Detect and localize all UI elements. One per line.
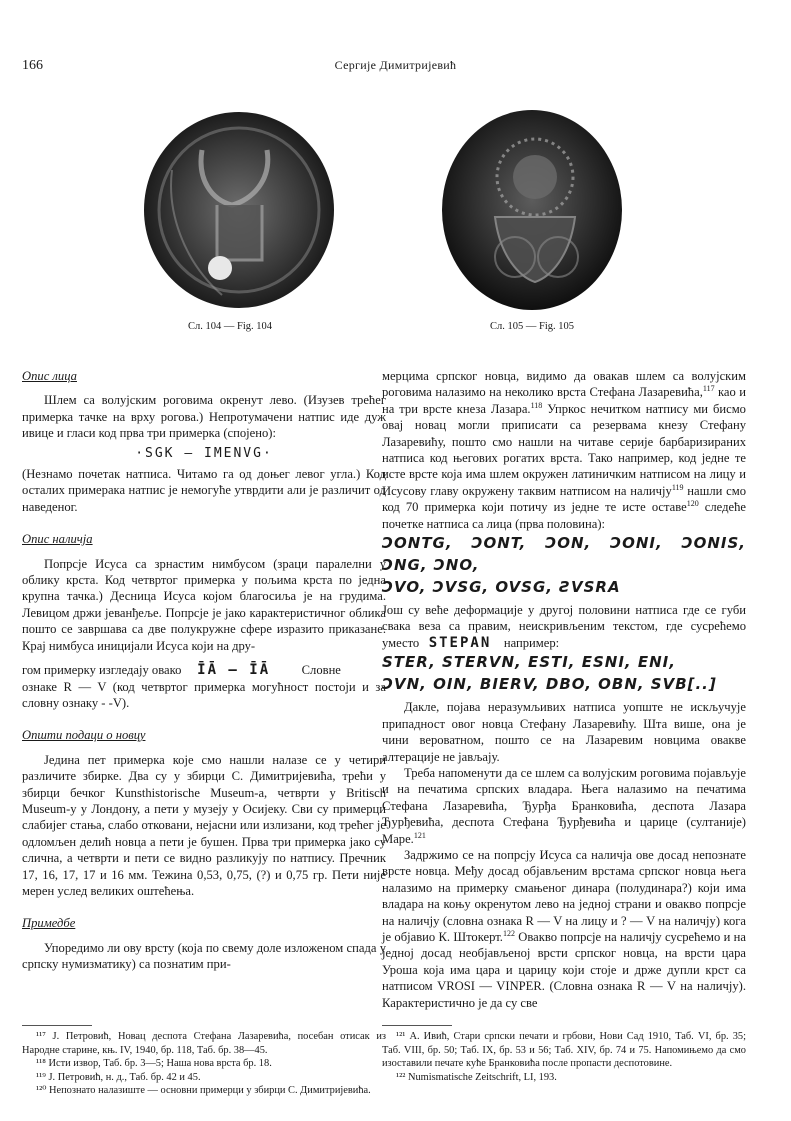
- paragraph-reverse-end: ознаке R — V (код четвртог примерка могућност постоји и за словну ознаку - -V).: [22, 679, 386, 710]
- glyph-line-lead: гом примерку изгледају овако: [22, 663, 182, 678]
- left-column: [22, 368, 386, 973]
- footnote-ref-121[interactable]: 121: [413, 830, 426, 840]
- footnote-ref-117[interactable]: 117: [702, 384, 715, 394]
- text-segment: например:: [503, 635, 560, 650]
- footnote-121: ¹²¹ А. Ивић, Стари српски печати и грбови, Нови Сад 1910, Таб. VI, бр. 35; Таб. VIII, бр. 50; Таб. IX, бр. 53 и 56; Таб. XIV, бр. 74 и 75. Напомињемо да смо изоставили печате куће Бранковића после пропасти деспотовине.: [382, 1031, 746, 1070]
- page-number: 166: [22, 58, 43, 73]
- paragraph-conclusion: Дакле, појава неразумљивих натписа уопште не искључује припадност овог новца Стефану Лазаревићу. Шта више, она је чини вероватном, пошто се на Лазаревим новцима овакве алтерације не јављају.: [382, 700, 746, 764]
- coin-104-photo: [142, 110, 337, 310]
- text-segment: нашли смо код 70 примерка који потичу из једне те исте оставе: [382, 483, 746, 515]
- running-head: Сергије Димитријевић: [334, 58, 457, 72]
- text-segment: Упркос нечитком натпису ми бисмо овај новац могли приписати са резервама кнезу Стефану Лазаревићу, пошто смо нашли на читаве серије барбаризираних натписа код његових рогатих врста. Тако например, код једне те исте врсте која има шлем окружен латиничким натписом на лицу и Исусову главу окружену таквим натписом на наличју: [382, 401, 746, 498]
- footnote-ref-122[interactable]: 122: [502, 928, 515, 938]
- footnote-119: ¹¹⁹ J. Петровић, н. д., Таб. бр. 42 и 45.: [36, 1071, 201, 1083]
- inscription-line-1: ƆONTG, ƆONT, ƆON, ƆONI, ƆONIS, ƆNG, ƆNO,: [382, 534, 746, 575]
- paragraph-notes: Упоредимо ли ову врсту (која по свему доле изложеном спада у српску нумизматику) са познатим при-: [22, 940, 386, 972]
- heading-notes: Примедбе: [22, 916, 76, 931]
- text-segment: следеће почетке натписа са лица (прва половина):: [382, 500, 746, 531]
- paragraph-obverse: Шлем са волујским роговима окренут лево. (Изузев трећег примерка тачке на врху рогова.) Непротумачени натпис иде дуж ивице и гласи код прва три примерка (спојено):: [22, 393, 386, 441]
- paragraph-reverse-glyph-line: [22, 662, 386, 678]
- heading-general: Општи подаци о новцу: [22, 728, 146, 743]
- paragraph-helmet: [382, 368, 746, 532]
- text-segment: мерцима српског новца, видимо да овакав шлем са волујским роговима налазимо на неколико врста Стефана Лазаревића,: [382, 369, 746, 400]
- figure-104-caption: Сл. 104 — Fig. 104: [188, 321, 272, 332]
- text-segment: Треба напоменути да се шлем са волујским роговима појављује и на печатима српских владара. Њега налазимо на печатима Стефана Лазаревића, Ђурђа Бранковића, деспота Лазара Ђурђевића, деспота Стефана Ђурђевића и царице (султаније) Маре.: [382, 765, 746, 846]
- inscription-obverse: ·SGK — IMENVG·: [135, 445, 273, 461]
- footnotes-right: [382, 1030, 746, 1084]
- initials-glyph: ĪĀ — ĪĀ: [197, 662, 271, 679]
- inscription-line-4: ƆVN, OIN, BIERV, DBO, OBN, SVB[..]: [382, 675, 717, 694]
- paragraph-reverse-text: Попрсје Исуса са зрнастим нимбусом (зраци паралелни у облику крста. Код четвртог примерка у пољима крста по једна крупна тачка.) Десница Исуса којом благосиља је на грудима. Левицом држи јеванђеље. Попрсје је јако карактеристичног облика пошто се завршава са две полукружне сфере изразито приказане. Крај нимбуса иницијали Исуса који на дру-: [22, 556, 386, 653]
- heading-reverse: Опис наличја: [22, 532, 93, 547]
- footnote-rule-left: [22, 1025, 92, 1026]
- footnote-ref-118[interactable]: 118: [530, 400, 543, 410]
- paragraph-bust: [382, 847, 746, 1011]
- footnotes-left: [22, 1030, 386, 1098]
- paragraph-deformations: [382, 602, 746, 651]
- footnote-118: ¹¹⁸ Исти извор, Таб. бр. 3—5; Наша нова врста бр. 18.: [36, 1058, 272, 1070]
- text-segment: Још су веће деформације у другој половини натписа где се губи свака веза са правим, неискривљеним текстом, где сусрећемо уместо: [382, 603, 746, 650]
- footnote-120: ¹²⁰ Непознато налазиште — основни примерци у збирци С. Димитријевића.: [36, 1085, 371, 1097]
- right-column: [382, 368, 746, 1011]
- inscription-line-2: ƆVO, ƆVSG, OVSG, ƧVSRA: [382, 578, 621, 597]
- footnote-117: ¹¹⁷ J. Петровић, Новац деспота Стефана Лазаревића, посебан отисак из Народне старине, књ. IV, 1940, бр. 118, Таб. бр. 38—45.: [22, 1031, 386, 1056]
- glyph-line-tail: Словне: [301, 663, 341, 678]
- text-segment: Овакво попрсје на наличју сусрећемо и на једној досад необјављеној врсти српског новца, на врсти цара Уроша која има цара и царицу који стоје и држе дупли крст са натписом VROSI — VINPER. (Словна ознака R — V на наличју). Карактеристично је да су све: [382, 929, 746, 1010]
- paragraph-seals: [382, 765, 746, 847]
- footnote-122: ¹²² Numismatische Zeitschrift, LI, 193.: [396, 1071, 557, 1083]
- footnote-rule-right: [382, 1025, 452, 1026]
- footnote-ref-119[interactable]: 119: [671, 482, 684, 492]
- paragraph-general: Једина пет примерка које смо нашли налазе се у четири различите збирке. Два су у збирци С. Димитријевића, трећи у збирци бечког Kunsthistorische Museum-a, четврти у Britisch Museum-y у Лондону, а пети у музеју у Осијеку. Сви су примерци слабијег стања, слабо отковани, нејасни или излизани, код трећег је одломљен делић новца а пети је бушен. Прва три примерка јако су слична, а четврти и пети се видно разликују по натпису. Пречник 17, 16, 17, 17 и 16 мм. Тежина 0,53, 0,75, (?) и 0,75 гр. Пети није мерен услед великих оштећења.: [22, 752, 386, 898]
- heading-obverse: Опис лица: [22, 369, 77, 383]
- footnote-ref-120[interactable]: 120: [686, 499, 699, 509]
- stepan-glyph: STEPAN: [428, 634, 492, 651]
- paragraph-reverse: [22, 556, 386, 654]
- text-segment: као и на три врсте кнеза Лазара.: [382, 385, 746, 416]
- figure-105-caption: Сл. 105 — Fig. 105: [490, 321, 574, 332]
- coin-105-photo: [440, 107, 625, 312]
- paragraph-obverse-note: (Незнамо почетак натписа. Читамо га од доњег левог угла.) Код осталих примерака натпис је немогуће утврдити али је различит од наведеног.: [22, 467, 386, 514]
- text-segment: Задржимо се на попрсју Исуса са наличја ове досад непознате врсте новца. Међу досад објављеним врстама српског новца њега налазимо на примерку смањеног динара (полудинара?) који има владара на коњу окренутом лево на једној страни и овакво попрсје на наличју (словна ознака R — V на лицу и ? — V на наличју) кога је објавио К. Штокерт.: [382, 847, 746, 944]
- inscription-line-3: STER, STERVN, ESTI, ESNI, ENI,: [382, 653, 676, 672]
